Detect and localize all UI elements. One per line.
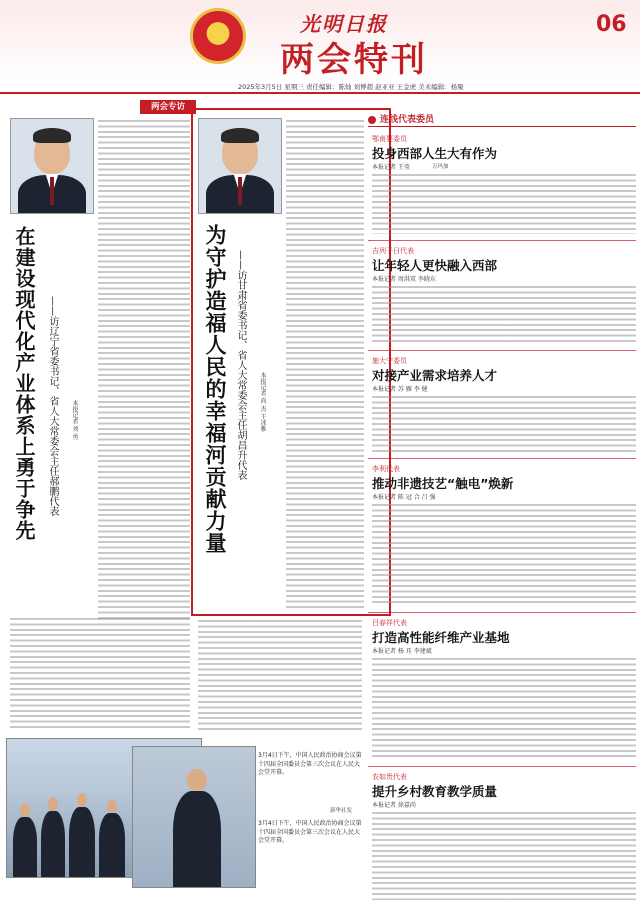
article-body-text (198, 620, 362, 730)
item-byline: 本报记者 苏 雁 李 健 (372, 386, 428, 393)
item-section: 鄂南要委员 (372, 135, 407, 143)
item-separator (368, 458, 636, 459)
item-separator (368, 612, 636, 613)
photo-caption: 3月4日下午，中国人民政治协商会议第十四届全国委员会第三次会议在人民大会堂开幕。 (258, 752, 362, 776)
masthead-rule (0, 92, 640, 94)
item-separator (368, 766, 636, 767)
item-section: 吉列子日代表 (372, 247, 414, 255)
article-headline: 为守护造福人民的幸福河贡献力量 (203, 224, 227, 554)
edition-title: 两会特刊 (280, 40, 428, 80)
item-body-text (372, 658, 636, 758)
item-title: 让年轻人更快融入西部 (372, 258, 498, 273)
item-title: 投身西部人生大有作为 (372, 146, 498, 161)
item-title: 推动非遗技艺“触电”焕新 (372, 476, 514, 491)
article-byline: 本报记者 刘 勇 (71, 400, 78, 440)
connect-header: 连线代表委员 (368, 112, 434, 125)
item-body-text (372, 286, 636, 344)
section-tag: 两会专访 (140, 100, 196, 114)
article-body-text (286, 120, 364, 610)
article-byline: 本报记者 尚 杰 王冰雅 (259, 372, 266, 432)
item-body-text (372, 504, 636, 604)
article-body-text (10, 618, 190, 728)
item-byline: 本报记者 陈 冠 合 吕 强 (372, 494, 436, 501)
item-title: 提升乡村教育教学质量 (372, 784, 498, 799)
edition-info: 2025年3月5日 星期三 责任编辑：陈灿 刘博超 赵亚亚 王金虎 美术编辑：杨聚 (238, 83, 464, 91)
article-headline: 在建设现代化产业体系上勇于争先 (12, 226, 36, 541)
item-byline: 本报记者 周洪双 李晓东 (372, 276, 436, 283)
bullet-icon (368, 116, 376, 124)
connect-rule (368, 126, 636, 127)
item-separator (368, 240, 636, 241)
item-section: 李利代表 (372, 465, 400, 473)
article-subhead: ——访辽宁省委书记、省人大常委会主任郝鹏代表 (47, 296, 58, 516)
national-emblem-icon: ★ (190, 8, 246, 64)
page-number: 06 (596, 12, 627, 37)
portrait-photo (10, 118, 94, 214)
newspaper-logo: 光明日报 (300, 12, 388, 36)
item-title: 对接产业需求培养人才 (372, 368, 498, 383)
item-section: 吕春祥代表 (372, 619, 407, 627)
item-byline: 本报记者 杨 珏 李建斌 (372, 648, 432, 655)
photo-credit: 新华社发 (330, 808, 353, 814)
article-subhead: ——访甘肃省委书记、省人大常委会主任胡昌升代表 (235, 250, 246, 480)
item-title: 打造高性能纤维产业基地 (372, 630, 510, 645)
item-separator (368, 350, 636, 351)
item-body-text (372, 812, 636, 900)
photo-caption: 3月4日下午，中国人民政治协商会议第十四届全国委员会第三次会议在人民大会堂开幕。 (258, 820, 362, 844)
item-section: 农如贵代表 (372, 773, 407, 781)
article-body-text (98, 120, 190, 620)
item-body-text (372, 396, 636, 452)
item-byline: 本报记者 王莹 (372, 164, 410, 171)
masthead (0, 0, 640, 100)
item-byline: 本报记者 徐嘉尚 (372, 802, 416, 809)
item-credit: 万玛加 (432, 164, 449, 170)
conference-photo (132, 746, 256, 888)
portrait-photo (198, 118, 282, 214)
item-body-text (372, 174, 636, 234)
item-section: 施大宁委员 (372, 357, 407, 365)
